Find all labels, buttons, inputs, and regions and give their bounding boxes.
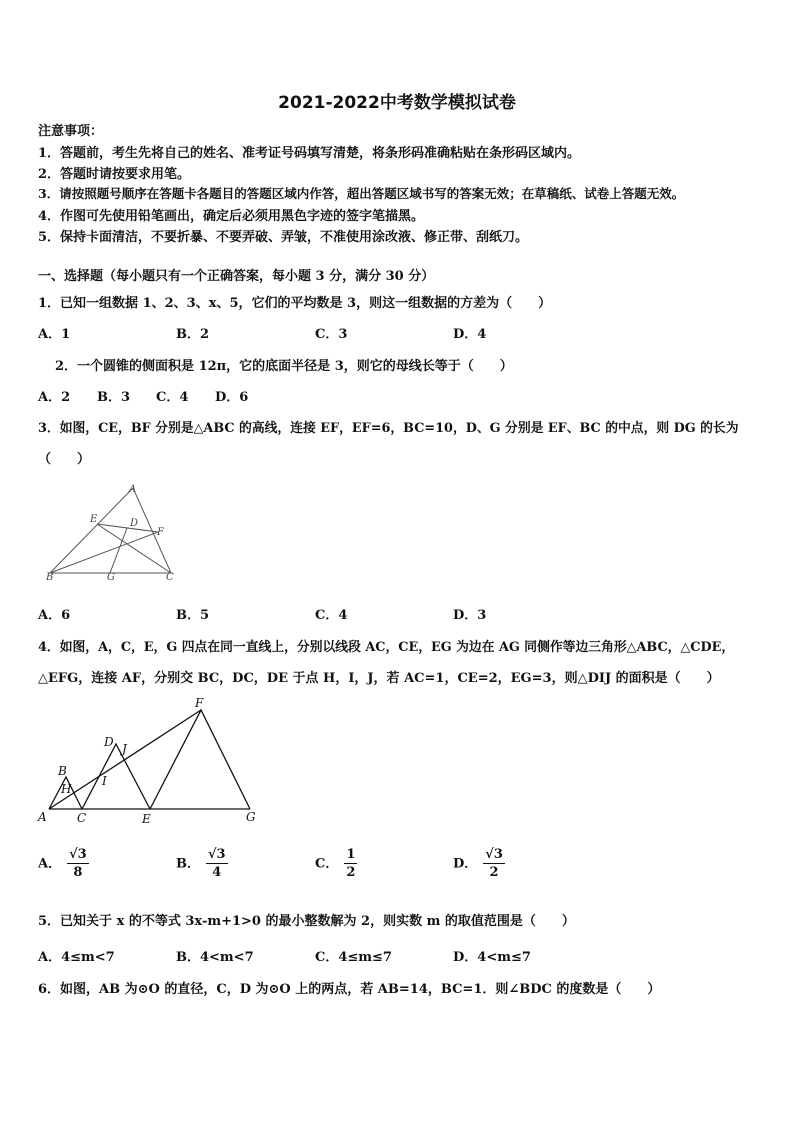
q4-segment-af [49,710,201,809]
notice-heading: 注意事项： [38,124,104,139]
page-title: 2021-2022中考数学模拟试卷 [278,93,516,113]
q5-option-d: D．4<m≤7 [453,950,531,965]
q3-label-g: G [107,572,115,583]
q4-option-b-fraction [206,848,228,880]
q3-altitude-bf [50,532,158,573]
q4-triangle-efg [150,710,250,809]
q4-triangle-cde [82,744,150,809]
q3-stem-line2: （ ） [38,452,91,467]
q4-label-g: G [246,810,256,824]
q3-label-d: D [130,518,139,529]
q4-label-e: E [142,812,151,826]
q4-option-d-denominator: 2 [489,865,499,880]
q5-option-b: B．4<m<7 [176,950,254,965]
q4-option-a-fraction [67,848,89,880]
q3-triangle-figure [40,480,190,585]
notice-item-4: 4．作图可先使用铅笔画出，确定后必须用黑色字迹的签字笔描黑。 [38,209,425,224]
q3-label-b: B [46,572,54,583]
q4-option-b-label: B． [176,856,200,872]
q3-option-b: B．5 [176,608,210,623]
q4-option-a-denominator: 8 [73,865,83,880]
notice-item-2: 2．答题时请按要求用笔。 [38,167,191,182]
q4-label-f: F [195,696,204,710]
q3-triangle-abc [50,488,171,573]
q4-option-c [315,848,357,880]
q4-option-b [176,848,228,880]
q4-option-a [38,848,89,880]
q3-option-a: A．6 [38,608,71,623]
q4-option-c-fraction [344,848,357,880]
q4-option-c-label: C． [315,856,339,872]
q4-label-i: I [102,774,107,788]
q4-option-a-label: A． [38,856,62,872]
q4-label-h: H [61,782,72,796]
q3-option-d: D．3 [453,608,487,623]
notice-item-3: 3．请按照题号顺序在答题卡各题目的答题区域内作答，超出答题区域书写的答案无效；在草稿纸、试卷上答题无效。 [38,186,685,201]
q2-option-d: D．6 [215,390,249,405]
q4-option-d-fraction [483,848,505,880]
q6-stem: 6．如图，AB 为⊙O 的直径，C，D 为⊙O 上的两点，若 AB=14，BC=1．则∠BDC 的度数是（ ） [38,982,661,997]
q3-stem-line1: 3．如图，CE，BF 分别是△ABC 的高线，连接 EF，EF=6，BC=10，D、G 分别是 EF、BC 的中点，则 DG 的长为 [38,421,739,436]
q3-label-c: C [166,572,174,583]
notice-item-1: 1．答题前，考生先将自己的姓名、准考证号码填写清楚，将条形码准确粘贴在条形码区域内。 [38,146,581,161]
q2-option-b: B．3 [97,390,131,405]
notice-item-5: 5．保持卡面清洁，不要折暴、不要弄破、弄皱，不准使用涂改液、修正带、刮纸刀。 [38,230,529,245]
q4-option-d-numerator: √3 [485,847,503,862]
q2-stem: 2．一个圆锥的侧面积是 12π，它的底面半径是 3，则它的母线长等于（ ） [55,359,513,374]
q5-stem: 5．已知关于 x 的不等式 3x-m+1>0 的最小整数解为 2，则实数 m 的取值范围是（ ） [38,914,575,929]
q4-label-d: D [104,735,114,749]
q4-triangles-figure [34,694,266,828]
q4-option-a-numerator: √3 [69,847,87,862]
q4-label-j: J [122,742,127,756]
q2-option-c: C．4 [156,390,189,405]
q1-stem: 1．已知一组数据 1、2、3、x、5，它们的平均数是 3，则这一组数据的方差为（ ） [38,296,552,311]
q2-option-a: A．2 [38,390,71,405]
q3-label-e: E [90,514,98,525]
q1-option-d: D．4 [453,327,487,342]
q4-option-c-numerator: 1 [346,847,356,862]
q4-label-b: B [58,764,67,778]
q1-option-b: B．2 [176,327,210,342]
q4-stem-line2: △EFG，连接 AF，分别交 BC，DC，DE 于点 H，I，J，若 AC=1，CE=2，EG=3，则△DIJ 的面积是（ ） [38,671,720,686]
q1-option-c: C．3 [315,327,348,342]
q4-option-d-label: D． [453,856,478,872]
q5-option-c: C．4≤m≤7 [315,950,392,965]
q4-option-b-numerator: √3 [208,847,226,862]
section-heading: 一、选择题（每小题只有一个正确答案，每小题 3 分，满分 30 分） [38,269,435,284]
q3-label-f: F [157,527,164,538]
q4-label-c: C [77,811,87,825]
q3-segment-ef [97,524,158,532]
q1-option-a: A．1 [38,327,71,342]
q3-label-a: A [129,484,137,495]
q4-label-a: A [38,810,47,824]
q3-option-c: C．4 [315,608,348,623]
q4-option-c-denominator: 2 [346,865,356,880]
q5-option-a: A．4≤m<7 [38,950,115,965]
q4-stem-line1: 4．如图，A，C，E，G 四点在同一直线上，分别以线段 AC，CE，EG 为边在 AG 同侧作等边三角形△ABC，△CDE， [38,640,735,655]
q4-option-b-denominator: 4 [212,865,222,880]
q4-option-d [453,848,505,880]
